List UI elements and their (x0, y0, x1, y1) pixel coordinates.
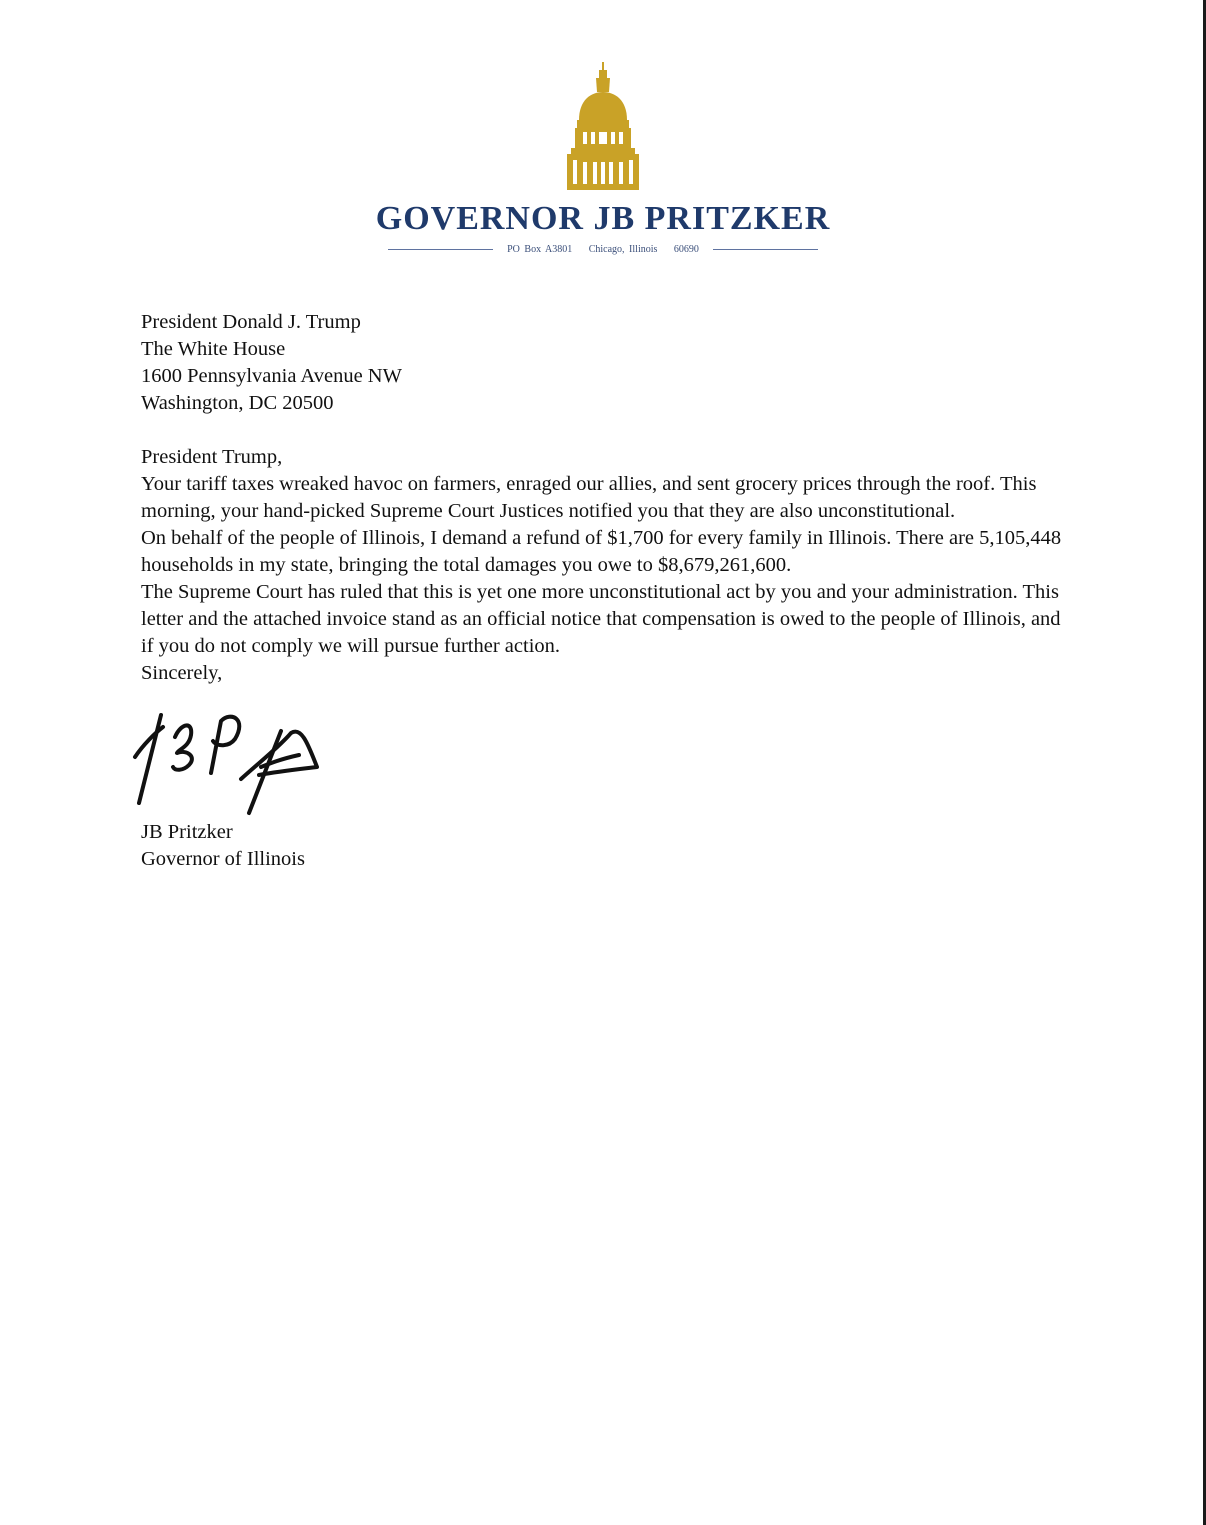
recipient-name: President Donald J. Trump (141, 311, 361, 333)
letterhead-title: GOVERNOR JB PRITZKER (375, 200, 831, 237)
letterhead-address (388, 244, 818, 255)
address-city: Chicago, Illinois (588, 244, 658, 255)
address-rule-left (388, 249, 493, 250)
recipient-org: The White House (141, 338, 286, 360)
body-paragraph-3: The Supreme Court has ruled that this is yet one more unconstitutional act by you and your administration. This letter and the attached invoice stand as an official notice that compensation is owed to the people of Illinois, and if you do not comply we will pursue further action. (141, 581, 1061, 657)
recipient-street: 1600 Pennsylvania Avenue NW (141, 365, 402, 387)
signer-name: JB Pritzker (141, 821, 233, 843)
salutation: President Trump, (141, 446, 283, 468)
address-rule-right (713, 249, 818, 250)
handwritten-signature (131, 701, 331, 819)
body-paragraph-1: Your tariff taxes wreaked havoc on farmers, enraged our allies, and sent grocery prices through the roof. This morning, your hand-picked Supreme Court Justices notified you that they are also unconstitutional. (141, 473, 1037, 522)
letterhead (0, 62, 1206, 255)
letter-body (141, 309, 1071, 873)
capitol-dome-icon (563, 62, 643, 192)
closing: Sincerely, (141, 662, 223, 684)
address-zip: 60690 (673, 244, 699, 255)
recipient-address (141, 309, 1071, 417)
body-paragraph-2: On behalf of the people of Illinois, I demand a refund of $1,700 for every family in Illinois. There are 5,105,448 households in my state, bringing the total damages you owe to $8,679,261,600. (141, 527, 1062, 576)
signer-title: Governor of Illinois (141, 848, 305, 870)
address-po-box: PO Box A3801 (507, 244, 573, 255)
recipient-city: Washington, DC 20500 (141, 392, 334, 414)
